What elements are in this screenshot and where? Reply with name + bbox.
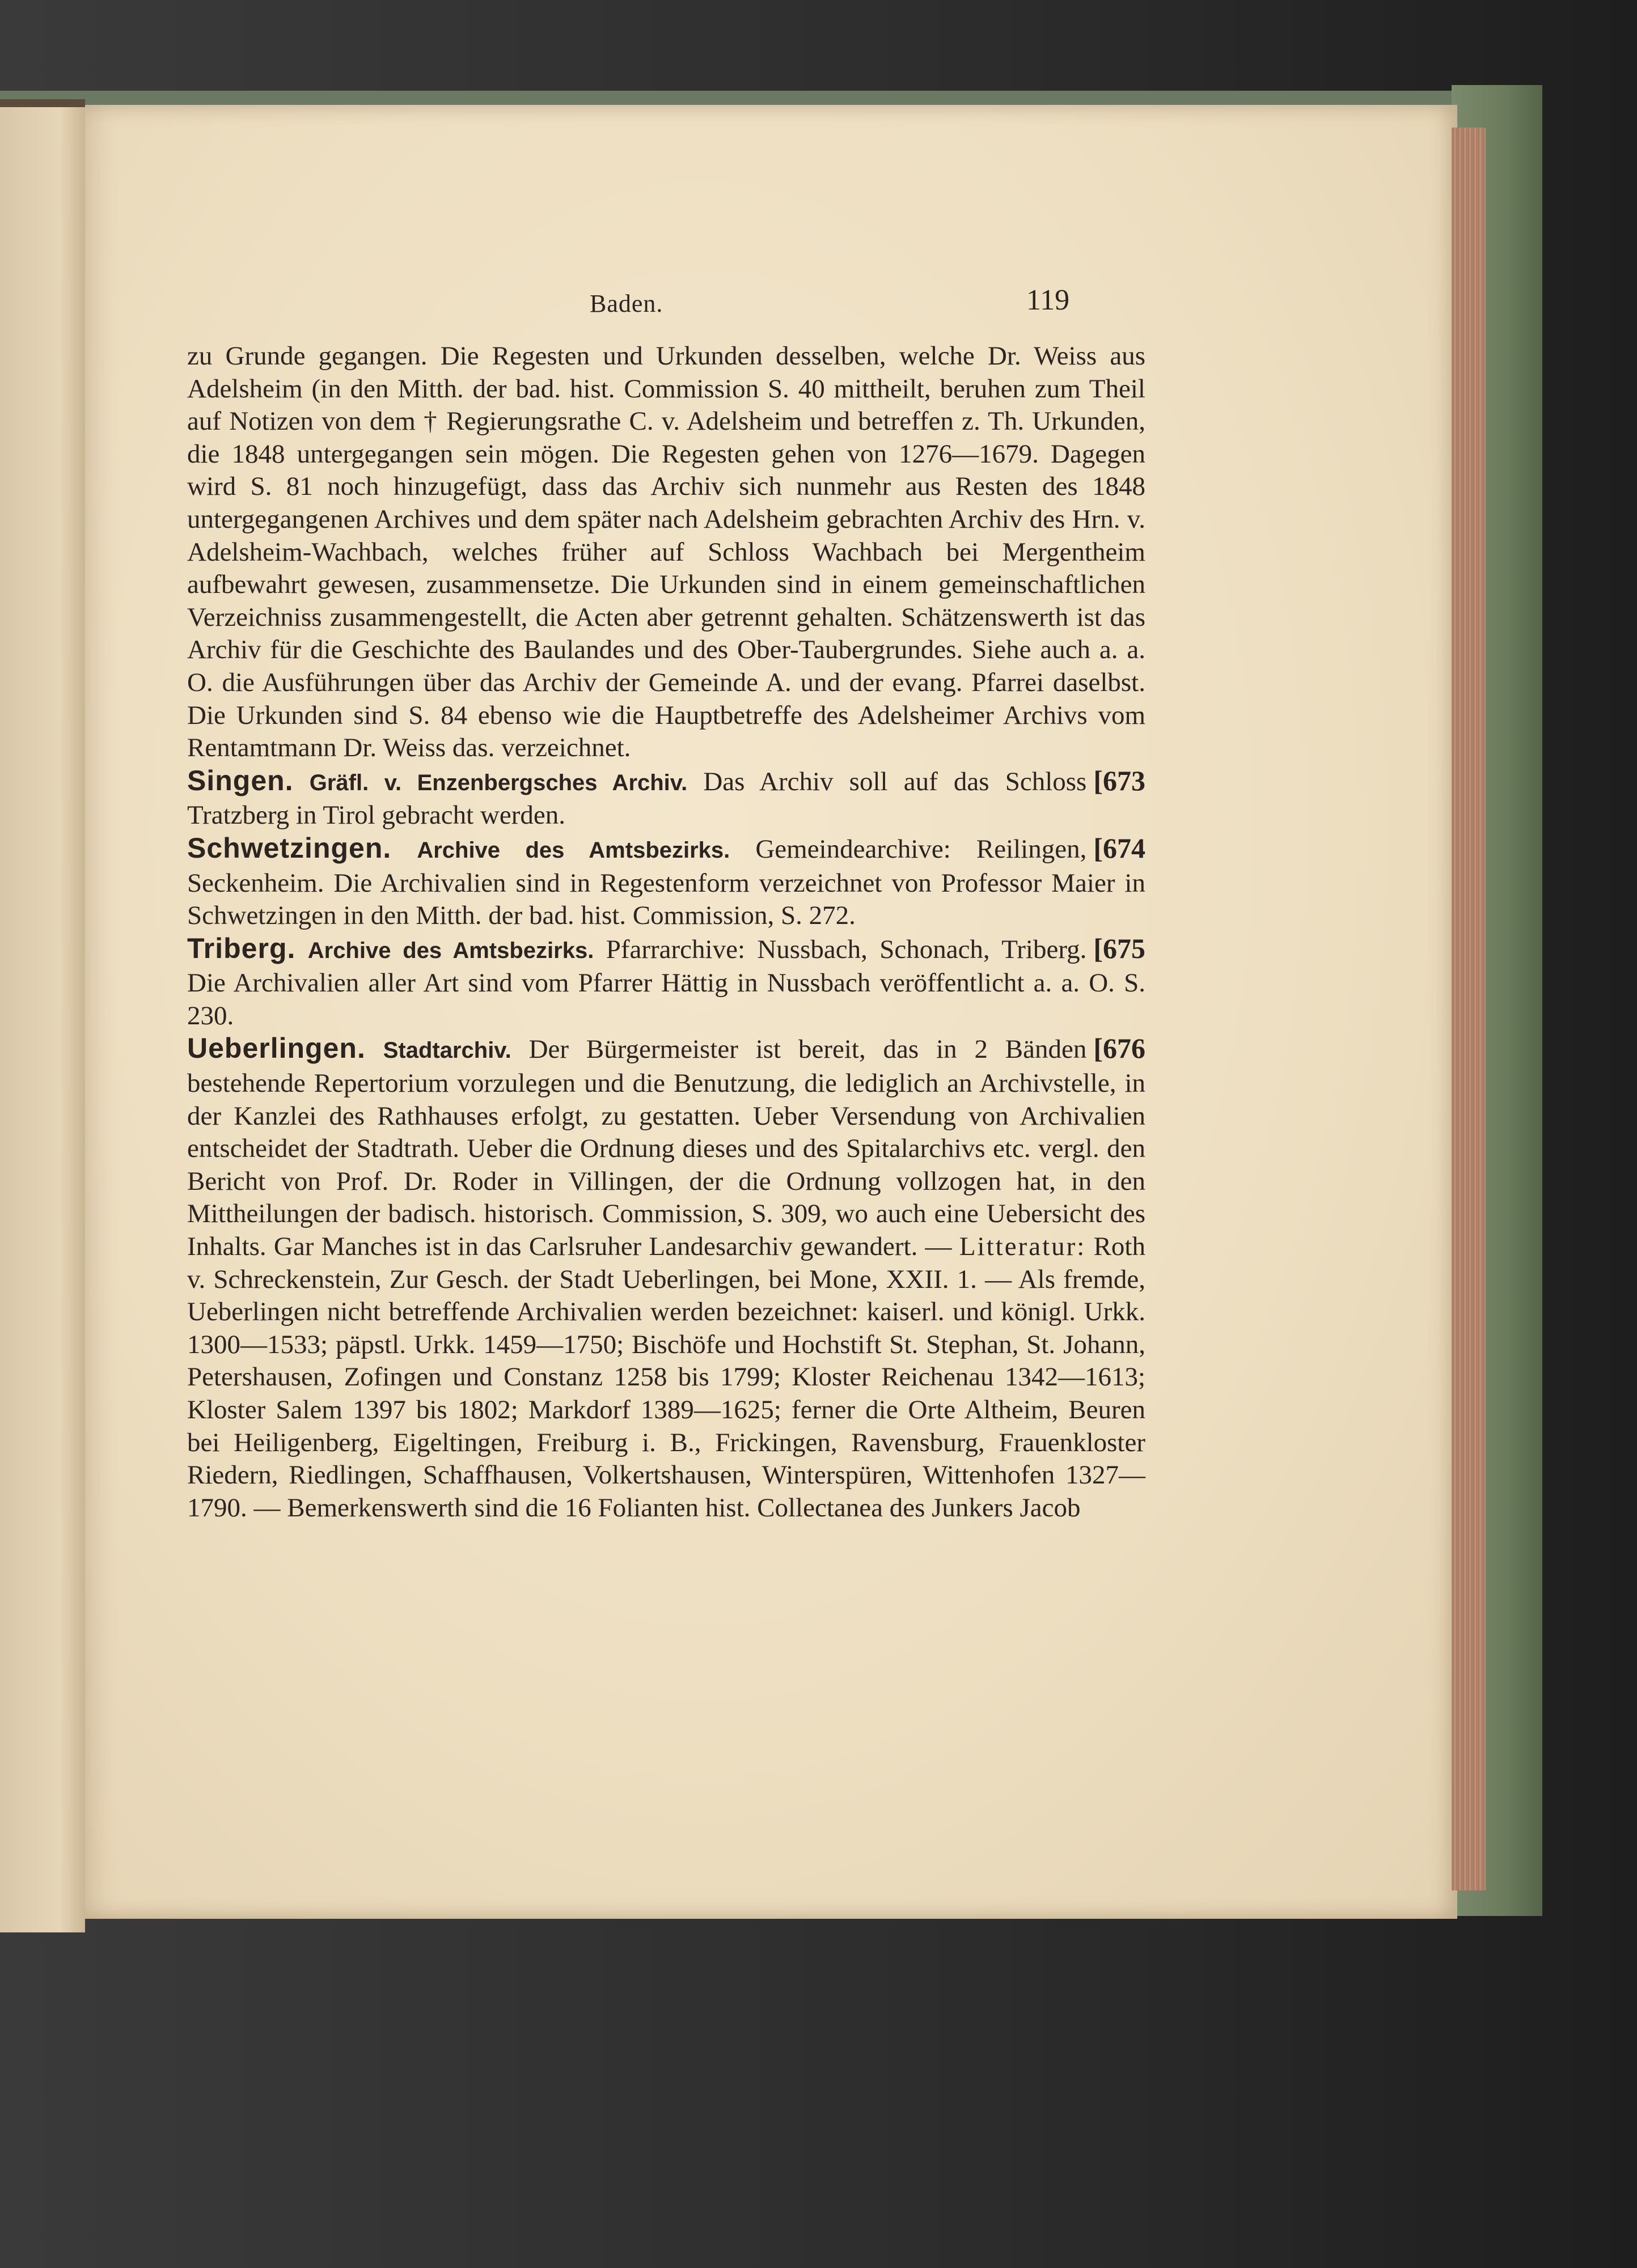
entry-place: Ueberlingen. <box>187 1032 366 1065</box>
entry-ueberlingen <box>187 1032 1145 1524</box>
page-number: 119 <box>1026 284 1070 316</box>
entry-place: Triberg. <box>187 932 296 964</box>
page-header <box>0 284 1372 334</box>
entry-place: Singen. <box>187 764 294 796</box>
entry-place: Schwetzingen. <box>187 832 392 864</box>
intro-paragraph: zu Grunde gegangen. Die Regesten und Urkunden desselben, welche Dr. Weiss aus Adelsheim (in den Mitth. der bad. hist. Commission S. 40 mittheilt, beruhen zum Theil auf Notizen von dem † Regierungsrathe C. v. Adelsheim und betreffen z. Th. Urkunden, die 1848 untergegangen sein mögen. Die Regesten gehen von 1276—1679. Dagegen wird S. 81 noch hinzugefügt, dass das Archiv sich nunmehr aus Resten des 1848 untergegangenen Archives und dem später nach Adelsheim gebrachten Archiv des Hrn. v. Adelsheim-Wachbach, welches früher auf Schloss Wachbach bei Mergentheim aufbewahrt gewesen, zusammensetze. Die Urkunden sind in einem gemeinschaftlichen Verzeichniss zusammengestellt, die Acten aber getrennt gehalten. Schätzenswerth ist das Archiv für die Geschichte des Baulandes und des Ober-Taubergrundes. Siehe auch a. a. O. die Ausführungen über das Archiv der Gemeinde A. und der evang. Pfarrei daselbst. Die Urkunden sind S. 84 ebenso wie die Hauptbetreffe des Adelsheimer Archivs vom Rentamtmann Dr. Weiss das. verzeichnet. <box>187 341 1145 763</box>
entry-number: [675 <box>1093 932 1145 964</box>
entry-archive: Archive des Amtsbezirks. <box>417 837 730 863</box>
entry-schwetzingen <box>187 832 1145 932</box>
entry-number: [674 <box>1093 832 1145 864</box>
page-body <box>187 340 1145 1524</box>
entry-number: [676 <box>1093 1032 1145 1065</box>
page-stack-edge <box>1452 128 1486 1890</box>
entry-singen <box>187 765 1145 832</box>
literature-label: Litteratur: <box>959 1232 1086 1262</box>
entry-archive: Gräfl. v. Enzenbergsches Archiv. <box>309 770 688 795</box>
entry-number: [673 <box>1093 764 1145 796</box>
entry-archive: Stadtarchiv. <box>383 1038 511 1063</box>
entry-text: Nussbach, Schonach, Triberg. Die Archivalien aller Art sind vom Pfarrer Hättig in Nussbach veröffentlicht a. a. O. S. 230. <box>187 934 1145 1031</box>
entry-triberg <box>187 932 1145 1033</box>
entry-archive: Archive des Amtsbezirks. <box>307 938 594 963</box>
entry-text-lead: Pfarrarchive: <box>606 934 746 964</box>
entry-text: Gemeindearchive: Reilingen, Seckenheim. Die Archivalien sind in Regestenform verzeichnet von Professor Maier in Schwetzingen in den Mitth. der bad. hist. Commission, S. 272. <box>187 834 1145 931</box>
running-title: Baden. <box>590 290 663 317</box>
entry-text: Das Archiv soll auf das Schloss Tratzberg in Tirol gebracht werden. <box>187 766 1087 830</box>
entry-text-after: Roth v. Schreckenstein, Zur Gesch. der Stadt Ueberlingen, bei Mone, XXII. 1. — Als fremde, Ueberlingen nicht betreffende Archivalien werden bezeichnet: kaiserl. und königl. Urkk. 1300—1533; päpstl. Urkk. 1459—1750; Bischöfe und Hochstift St. Stephan, St. Johann, Petershausen, Zofingen und Constanz 1258 bis 1799; Kloster Reichenau 1342—1613; Kloster Salem 1397 bis 1802; Markdorf 1389—1625; ferner die Orte Altheim, Beuren bei Heiligenberg, Eigeltingen, Freiburg i. B., Frickingen, Ravensburg, Frauenkloster Riedern, Riedlingen, Schaffhausen, Volkertshausen, Winterspüren, Wittenhofen 1327—1790. — Bemerkenswerth sind die 16 Folianten hist. Collectanea des Junkers Jacob <box>187 1232 1145 1523</box>
left-page-edge <box>0 99 85 1932</box>
entry-text: Der Bürgermeister ist bereit, das in 2 Bänden bestehende Repertorium vorzulegen und die Benutzung, die lediglich an Archivstelle, in der Kanzlei des Rathhauses erfolgt, zu gestatten. Ueber Versendung von Archivalien entscheidet der Stadtrath. Ueber die Ordnung dieses und des Spitalarchivs etc. vergl. den Bericht von Prof. Dr. Roder in Villingen, der die Ordnung vollzogen hat, in den Mittheilungen der badisch. historisch. Commission, S. 309, wo auch eine Uebersicht des Inhalts. Gar Manches ist in das Carlsruher Landesarchiv gewandert. — <box>187 1035 1145 1262</box>
